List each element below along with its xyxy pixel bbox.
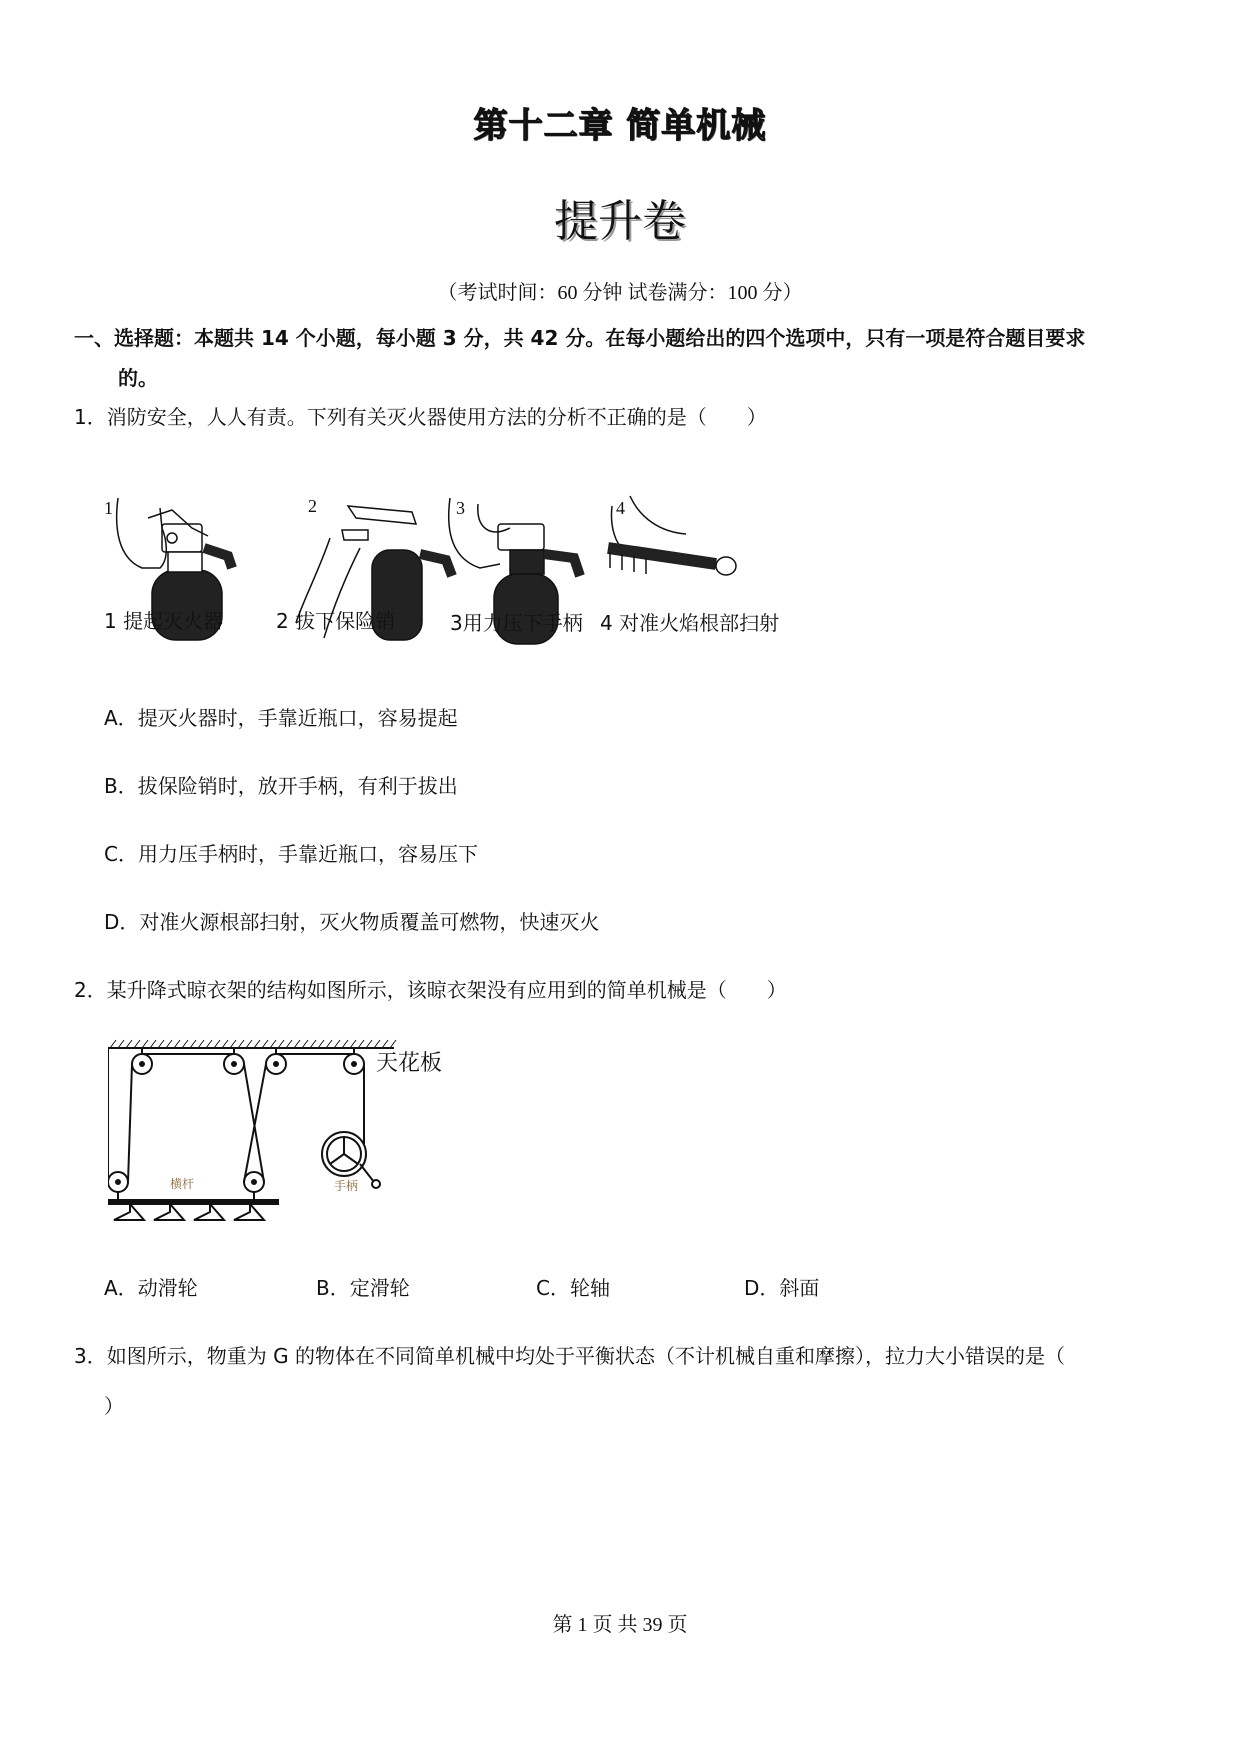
clothes-rack-figure: [108, 1034, 468, 1224]
question-1-option-d[interactable]: [104, 908, 599, 936]
fire-extinguisher-figure: [100, 488, 890, 648]
option-text: 提灭火器时，手靠近瓶口，容易提起: [137, 706, 458, 730]
svg-text:4: 4: [616, 498, 625, 518]
question-2-option-c[interactable]: [536, 1274, 610, 1302]
option-label: B．: [104, 774, 138, 798]
option-label: D．: [744, 1276, 780, 1300]
paper-title: 提升卷: [554, 196, 686, 247]
ceiling-label: 天花板: [376, 1051, 443, 1076]
svg-text:3: 3: [456, 498, 465, 518]
panel-2-caption: 2 拔下保险销: [276, 609, 396, 633]
question-text: 如图所示，物重为 G 的物体在不同简单机械中均处于平衡状态（不计机械自重和摩擦），拉力大小错误的是（: [106, 1344, 1065, 1368]
question-text: 某升降式晾衣架的结构如图所示，该晾衣架没有应用到的简单机械是（ ）: [106, 978, 787, 1002]
question-number: 2．: [74, 978, 107, 1002]
pulley-clothes-rack-diagram: [108, 1034, 468, 1224]
option-text: 动滑轮: [137, 1276, 198, 1300]
crank-label: 手柄: [334, 1179, 359, 1193]
option-text: 用力压手柄时，手靠近瓶口，容易压下: [137, 842, 478, 866]
section-heading: [74, 318, 1184, 398]
svg-text:2: 2: [308, 496, 317, 516]
option-text: 定滑轮: [349, 1276, 410, 1300]
svg-text:1: 1: [104, 498, 113, 518]
panel-3-caption: 3用力压下手柄: [450, 611, 583, 635]
question-number: 1．: [74, 405, 107, 429]
question-1-option-b[interactable]: [104, 772, 458, 800]
page-footer: 第 1 页 共 39 页: [552, 1614, 688, 1636]
option-label: D．: [104, 910, 140, 934]
question-1-option-a[interactable]: [104, 704, 458, 732]
rod-label: 横杆: [170, 1177, 195, 1191]
question-number: 3．: [74, 1344, 107, 1368]
option-label: A．: [104, 706, 138, 730]
question-2-option-d[interactable]: [744, 1274, 819, 1302]
section-heading-line2: 的。: [118, 366, 158, 390]
fire-extinguisher-illustration: [100, 488, 890, 648]
question-1-option-c[interactable]: [104, 840, 478, 868]
panel-4-caption: 4 对准火焰根部扫射: [600, 611, 780, 635]
chapter-title: 第十二章 简单机械: [473, 106, 767, 146]
section-heading-line1: 一、选择题：本题共 14 个小题，每小题 3 分，共 42 分。在每小题给出的四个选项中，只有一项是符合题目要求: [74, 326, 1086, 350]
option-text: 斜面: [779, 1276, 820, 1300]
option-text: 对准火源根部扫射，灭火物质覆盖可燃物，快速灭火: [139, 910, 600, 934]
option-text: 轮轴: [569, 1276, 610, 1300]
question-2-stem: [74, 976, 787, 1004]
option-label: C．: [536, 1276, 570, 1300]
question-1-stem: [74, 403, 767, 431]
option-label: B．: [316, 1276, 350, 1300]
question-3-stem: [74, 1342, 1174, 1370]
exam-info: （考试时间：60 分钟 试卷满分：100 分）: [437, 282, 803, 304]
question-2-option-a[interactable]: [104, 1274, 198, 1302]
option-text: 拔保险销时，放开手柄，有利于拔出: [137, 774, 458, 798]
question-3-stem-cont: ）: [104, 1394, 124, 1418]
option-label: A．: [104, 1276, 138, 1300]
question-text: 消防安全，人人有责。下列有关灭火器使用方法的分析不正确的是（ ）: [106, 405, 767, 429]
panel-1-caption: 1 提起灭火器: [104, 609, 224, 633]
question-2-option-b[interactable]: [316, 1274, 410, 1302]
option-label: C．: [104, 842, 138, 866]
